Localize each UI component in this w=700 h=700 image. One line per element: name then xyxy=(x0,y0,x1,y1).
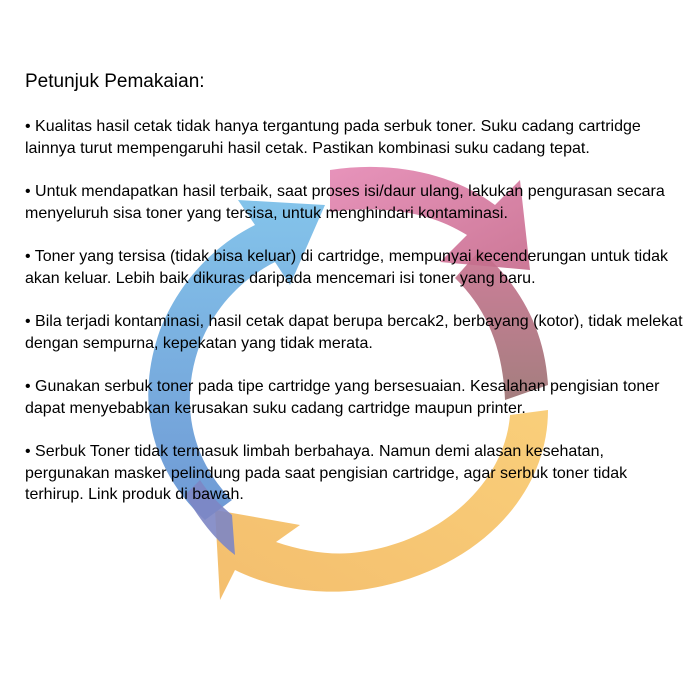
instruction-paragraph: • Bila terjadi kontaminasi, hasil cetak dapat berupa bercak2, berbayang (kotor), tidak melekat dengan sempurna, kepekatan yang tidak merata. xyxy=(25,313,683,352)
instruction-paragraph: • Untuk mendapatkan hasil terbaik, saat proses isi/daur ulang, lakukan pengurasan secara menyeluruh sisa toner yang tersisa, untuk menghindari kontaminasi. xyxy=(25,183,665,222)
instruction-paragraph: • Gunakan serbuk toner pada tipe cartridge yang bersesuaian. Kesalahan pengisian toner dapat menyebabkan kerusakan suku cadang cartridge maupun printer. xyxy=(25,378,660,417)
instructions-panel xyxy=(25,70,690,528)
page-title: Petunjuk Pemakaian: xyxy=(25,71,205,92)
instruction-paragraph: • Toner yang tersisa (tidak bisa keluar) di cartridge, mempunyai kecenderungan untuk tidak akan keluar. Lebih baik dikuras daripada mencemari isi toner yang baru. xyxy=(25,248,668,287)
instruction-paragraph: • Kualitas hasil cetak tidak hanya tergantung pada serbuk toner. Suku cadang cartridge lainnya turut mempengaruhi hasil cetak. Pastikan kombinasi suku cadang tepat. xyxy=(25,118,641,157)
instruction-paragraph: • Serbuk Toner tidak termasuk limbah berbahaya. Namun demi alasan kesehatan, pergunakan masker pelindung pada saat pengisian cartridge, agar serbuk toner tidak terhirup. Link produk di bawah. xyxy=(25,443,628,503)
